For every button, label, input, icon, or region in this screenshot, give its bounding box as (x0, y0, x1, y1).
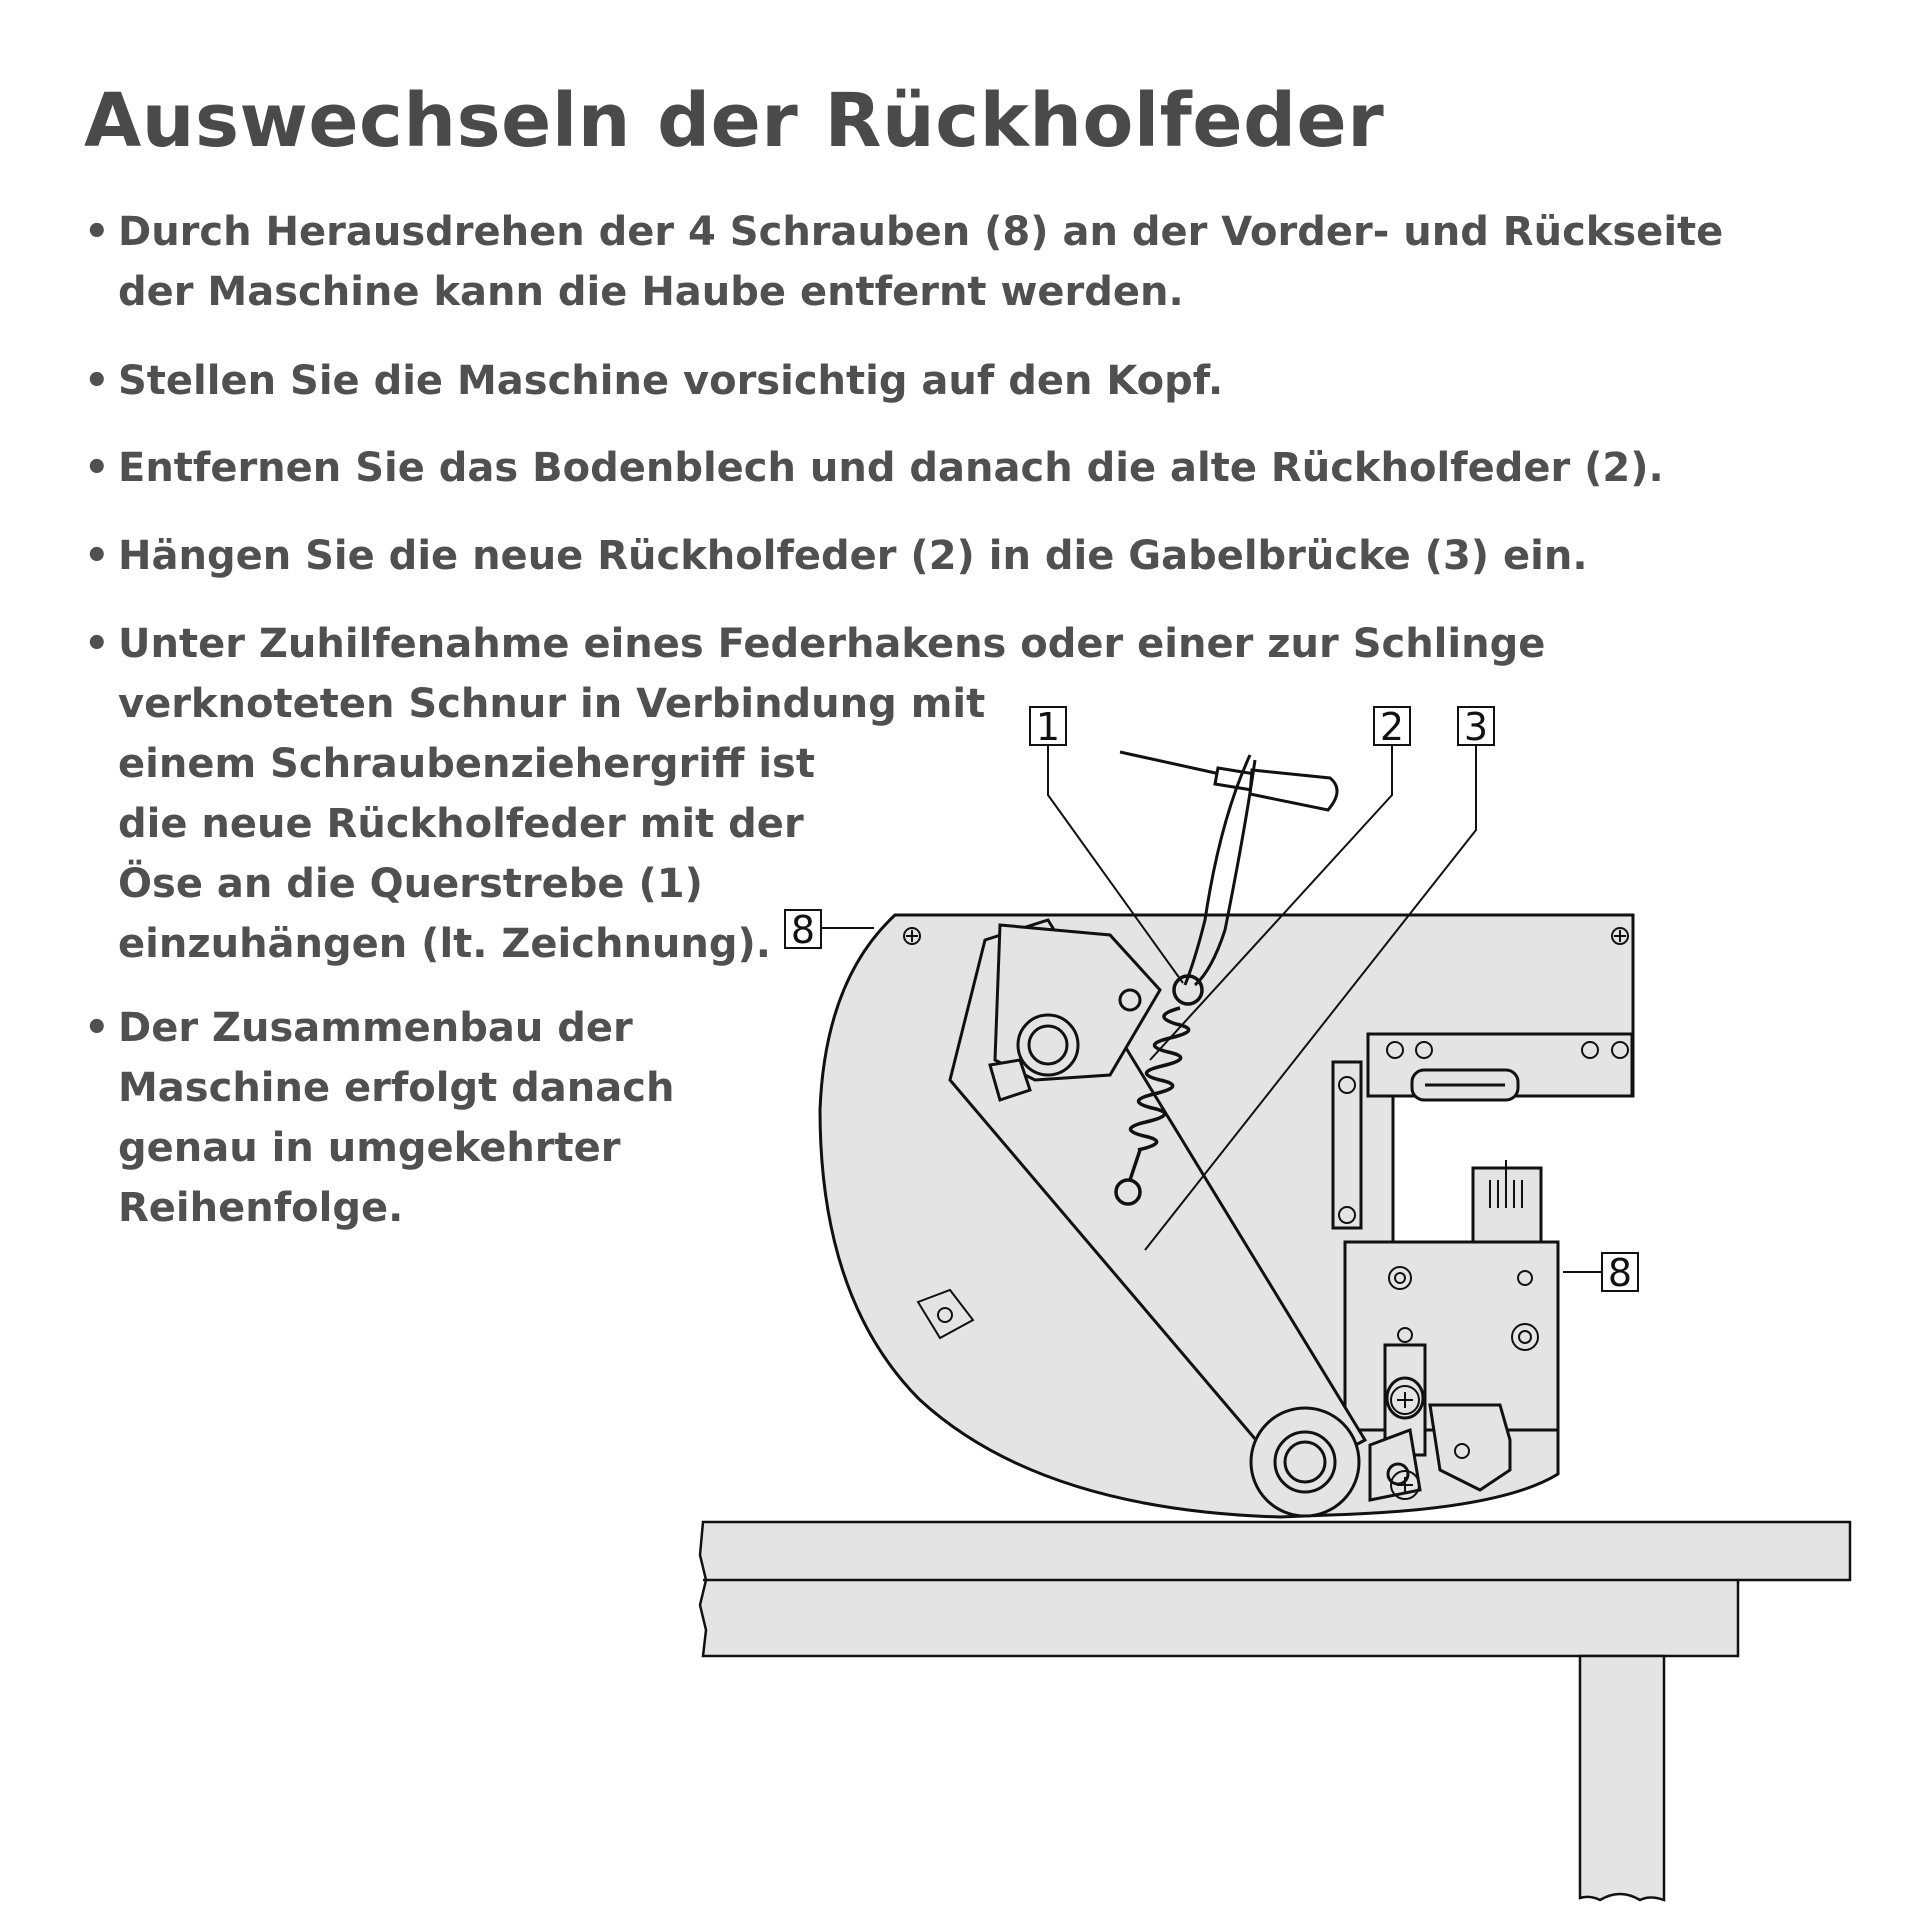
bullet: • (84, 533, 110, 579)
callout-1 (1030, 705, 1066, 749)
callout-label: 3 (1463, 705, 1489, 749)
step-text: einem Schraubenziehergriff ist (118, 741, 815, 787)
callout-label: 8 (1607, 1251, 1633, 1295)
step-text: genau in umgekehrter (118, 1125, 621, 1171)
step-text: Unter Zuhilfenahme eines Federhakens oder einer zur Schlinge (118, 621, 1546, 667)
step-text: Durch Herausdrehen der 4 Schrauben (8) an der Vorder- und Rückseite (118, 209, 1724, 255)
callout-8-left (785, 908, 821, 952)
step-text: Entfernen Sie das Bodenblech und danach die alte Rückholfeder (2). (118, 445, 1664, 491)
callout-label: 2 (1379, 705, 1405, 749)
step-text: die neue Rückholfeder mit der (118, 801, 804, 847)
step-text: Der Zusammenbau der (118, 1005, 633, 1051)
step-text: Stellen Sie die Maschine vorsichtig auf den Kopf. (118, 358, 1224, 404)
step-text: Öse an die Querstrebe (1) (118, 861, 703, 907)
step-text: Reihenfolge. (118, 1185, 404, 1231)
step-text: Hängen Sie die neue Rückholfeder (2) in die Gabelbrücke (3) ein. (118, 533, 1588, 579)
bullet: • (84, 621, 110, 667)
bullet: • (84, 445, 110, 491)
step-text: der Maschine kann die Haube entfernt werden. (118, 269, 1184, 315)
callout-3 (1458, 705, 1494, 749)
bullet: • (84, 358, 110, 404)
callout-label: 8 (790, 908, 816, 952)
callout-8-right (1602, 1251, 1638, 1295)
bullet: • (84, 1005, 110, 1051)
bullet: • (84, 209, 110, 255)
page-title: Auswechseln der Rückholfeder (84, 78, 1385, 164)
step-text: einzuhängen (lt. Zeichnung). (118, 921, 771, 967)
callout-label: 1 (1035, 705, 1061, 749)
step-text: verknoteten Schnur in Verbindung mit (118, 681, 986, 727)
workbench (700, 1522, 1850, 1900)
callout-2 (1374, 705, 1410, 749)
step-text: Maschine erfolgt danach (118, 1065, 675, 1111)
